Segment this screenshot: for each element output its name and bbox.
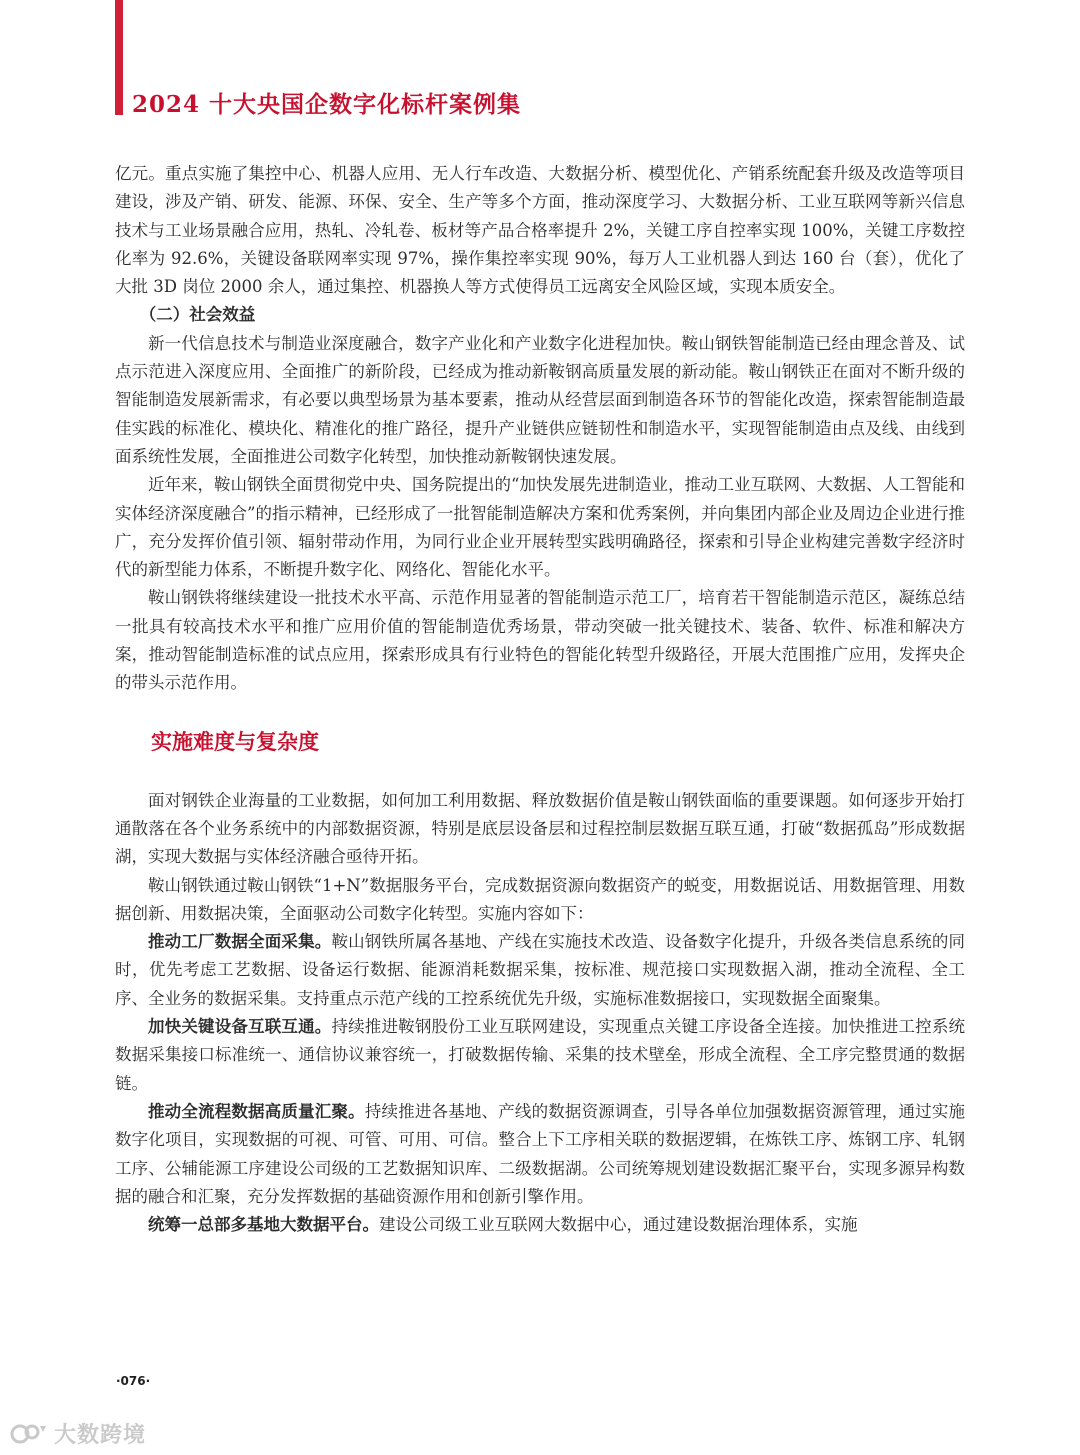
header-accent-bar	[115, 0, 123, 115]
body-paragraph-4: 鞍山钢铁将继续建设一批技术水平高、示范作用显著的智能制造示范工厂，培育若干智能制造示范区，凝练总结一批具有较高技术水平和推广应用价值的智能制造优秀场景，带动突破一批关键技术、装备、软件、标准和解决方案，推动智能制造标准的试点应用，探索形成具有行业特色的智能化转型升级路径，开展大范围推广应用，发挥央企的带头示范作用。	[115, 588, 965, 693]
body-paragraph-8	[115, 1013, 965, 1098]
watermark	[10, 1418, 146, 1449]
body-paragraph-10	[115, 1211, 965, 1239]
body-paragraph-6: 鞍山钢铁通过鞍山钢铁“1+N”数据服务平台，完成数据资源向数据资产的蜕变，用数据说话、用数据管理、用数据创新、用数据决策，全面驱动公司数字化转型。实施内容如下：	[115, 875, 965, 923]
paragraph-body: 持续推进各基地、产线的数据资源调查，引导各单位加强数据资源管理，通过实施数字化项目，实现数据的可视、可管、可用、可信。整合上下工序相关联的数据逻辑，在炼铁工序、炼钢工序、轧钢工序、公辅能源工序建设公司级的工艺数据知识库、二级数据湖。公司统筹规划建设数据汇聚平台，实现多源异构数据的融合和汇聚，充分发挥数据的基础资源作用和创新引擎作用。	[115, 1101, 966, 1206]
paragraph-body: 持续推进鞍钢股份工业互联网建设，实现重点关键工序设备全连接。加快推进工控系统数据采集接口标准统一、通信协议兼容统一，打破数据传输、采集的技术壁垒，形成全流程、全工序完整贯通的数据链。	[115, 1017, 966, 1093]
body-paragraph-1: 亿元。重点实施了集控中心、机器人应用、无人行车改造、大数据分析、模型优化、产销系统配套升级及改造等项目建设，涉及产销、研发、能源、环保、安全、生产等多个方面，推动深度学习、大数据分析、工业互联网等新兴信息技术与工业场景融合应用，热轧、冷轧卷、板材等产品合格率提升 2%，关键工序自控率实现 100%，关键工序数控化率为 92.6%，关键设备联网率实现 97%，操作集控率实现 90%，每万人工业机器人到达 160 台（套），优化了大批 3D 岗位 2000 余人，通过集控、机器换人等方式使得员工远离安全风险区域，实现本质安全。	[115, 164, 965, 297]
body-paragraph-2: 新一代信息技术与制造业深度融合，数字产业化和产业数字化进程加快。鞍山钢铁智能制造已经由理念普及、试点示范进入深度应用、全面推广的新阶段，已经成为推动新鞍钢高质量发展的新动能。鞍山钢铁正在面对不断升级的智能制造发展新需求，有必要以典型场景为基本要素，推动从经营层面到制造各环节的智能化改造，探索智能制造最佳实践的标准化、模块化、精准化的推广路径，提升产业链供应链韧性和制造水平，实现智能制造由点及线、由线到面系统性发展，全面推进公司数字化转型，加快推动新鞍钢快速发展。	[115, 333, 965, 466]
body-paragraph-5: 面对钢铁企业海量的工业数据，如何加工利用数据、释放数据价值是鞍山钢铁面临的重要课题。如何逐步开始打通散落在各个业务系统中的内部数据资源，特别是底层设备层和过程控制层数据互联互通，打破“数据孤岛”形成数据湖，实现大数据与实体经济融合亟待开拓。	[115, 790, 965, 867]
paragraph-lead: 加快关键设备互联互通。	[148, 1017, 332, 1037]
paragraph-body: 鞍山钢铁所属各基地、产线在实施技术改造、设备数字化提升，升级各类信息系统的同时，优先考虑工艺数据、设备运行数据、能源消耗数据采集，按标准、规范接口实现数据入湖，推动全流程、全工序、全业务的数据采集。支持重点示范产线的工控系统优先升级，实施标准数据接口，实现数据全面聚集。	[115, 932, 966, 1008]
paragraph-lead: 推动全流程数据高质量汇聚。	[148, 1101, 365, 1121]
body-paragraph-3: 近年来，鞍山钢铁全面贯彻党中央、国务院提出的“加快发展先进制造业，推动工业互联网、大数据、人工智能和实体经济深度融合”的指示精神，已经形成了一批智能制造解决方案和优秀案例，并向集团内部企业及周边企业进行推广，充分发挥价值引领、辐射带动作用，为同行业企业开展转型实践明确路径，探索和引导企业构建完善数字经济时代的新型能力体系，不断提升数字化、网络化、智能化水平。	[115, 475, 965, 580]
watermark-text: 大数跨境	[54, 1423, 147, 1448]
header-title: 2024 十大央国企数字化标杆案例集	[132, 91, 522, 118]
dashujk-logo-icon	[10, 1420, 50, 1448]
paragraph-lead: 统筹一总部多基地大数据平台。	[148, 1215, 379, 1235]
body-paragraph-7	[115, 928, 965, 1013]
paragraph-body: 建设公司级工业互联网大数据中心，通过建设数据治理体系，实施	[379, 1215, 858, 1235]
page-number: ·076·	[116, 1374, 151, 1388]
paragraph-lead: 推动工厂数据全面采集。	[148, 932, 332, 952]
section-title: 实施难度与复杂度	[151, 729, 319, 754]
subsection-heading: （二）社会效益	[139, 305, 256, 325]
body-paragraph-9	[115, 1098, 965, 1211]
page-content	[115, 160, 965, 1239]
